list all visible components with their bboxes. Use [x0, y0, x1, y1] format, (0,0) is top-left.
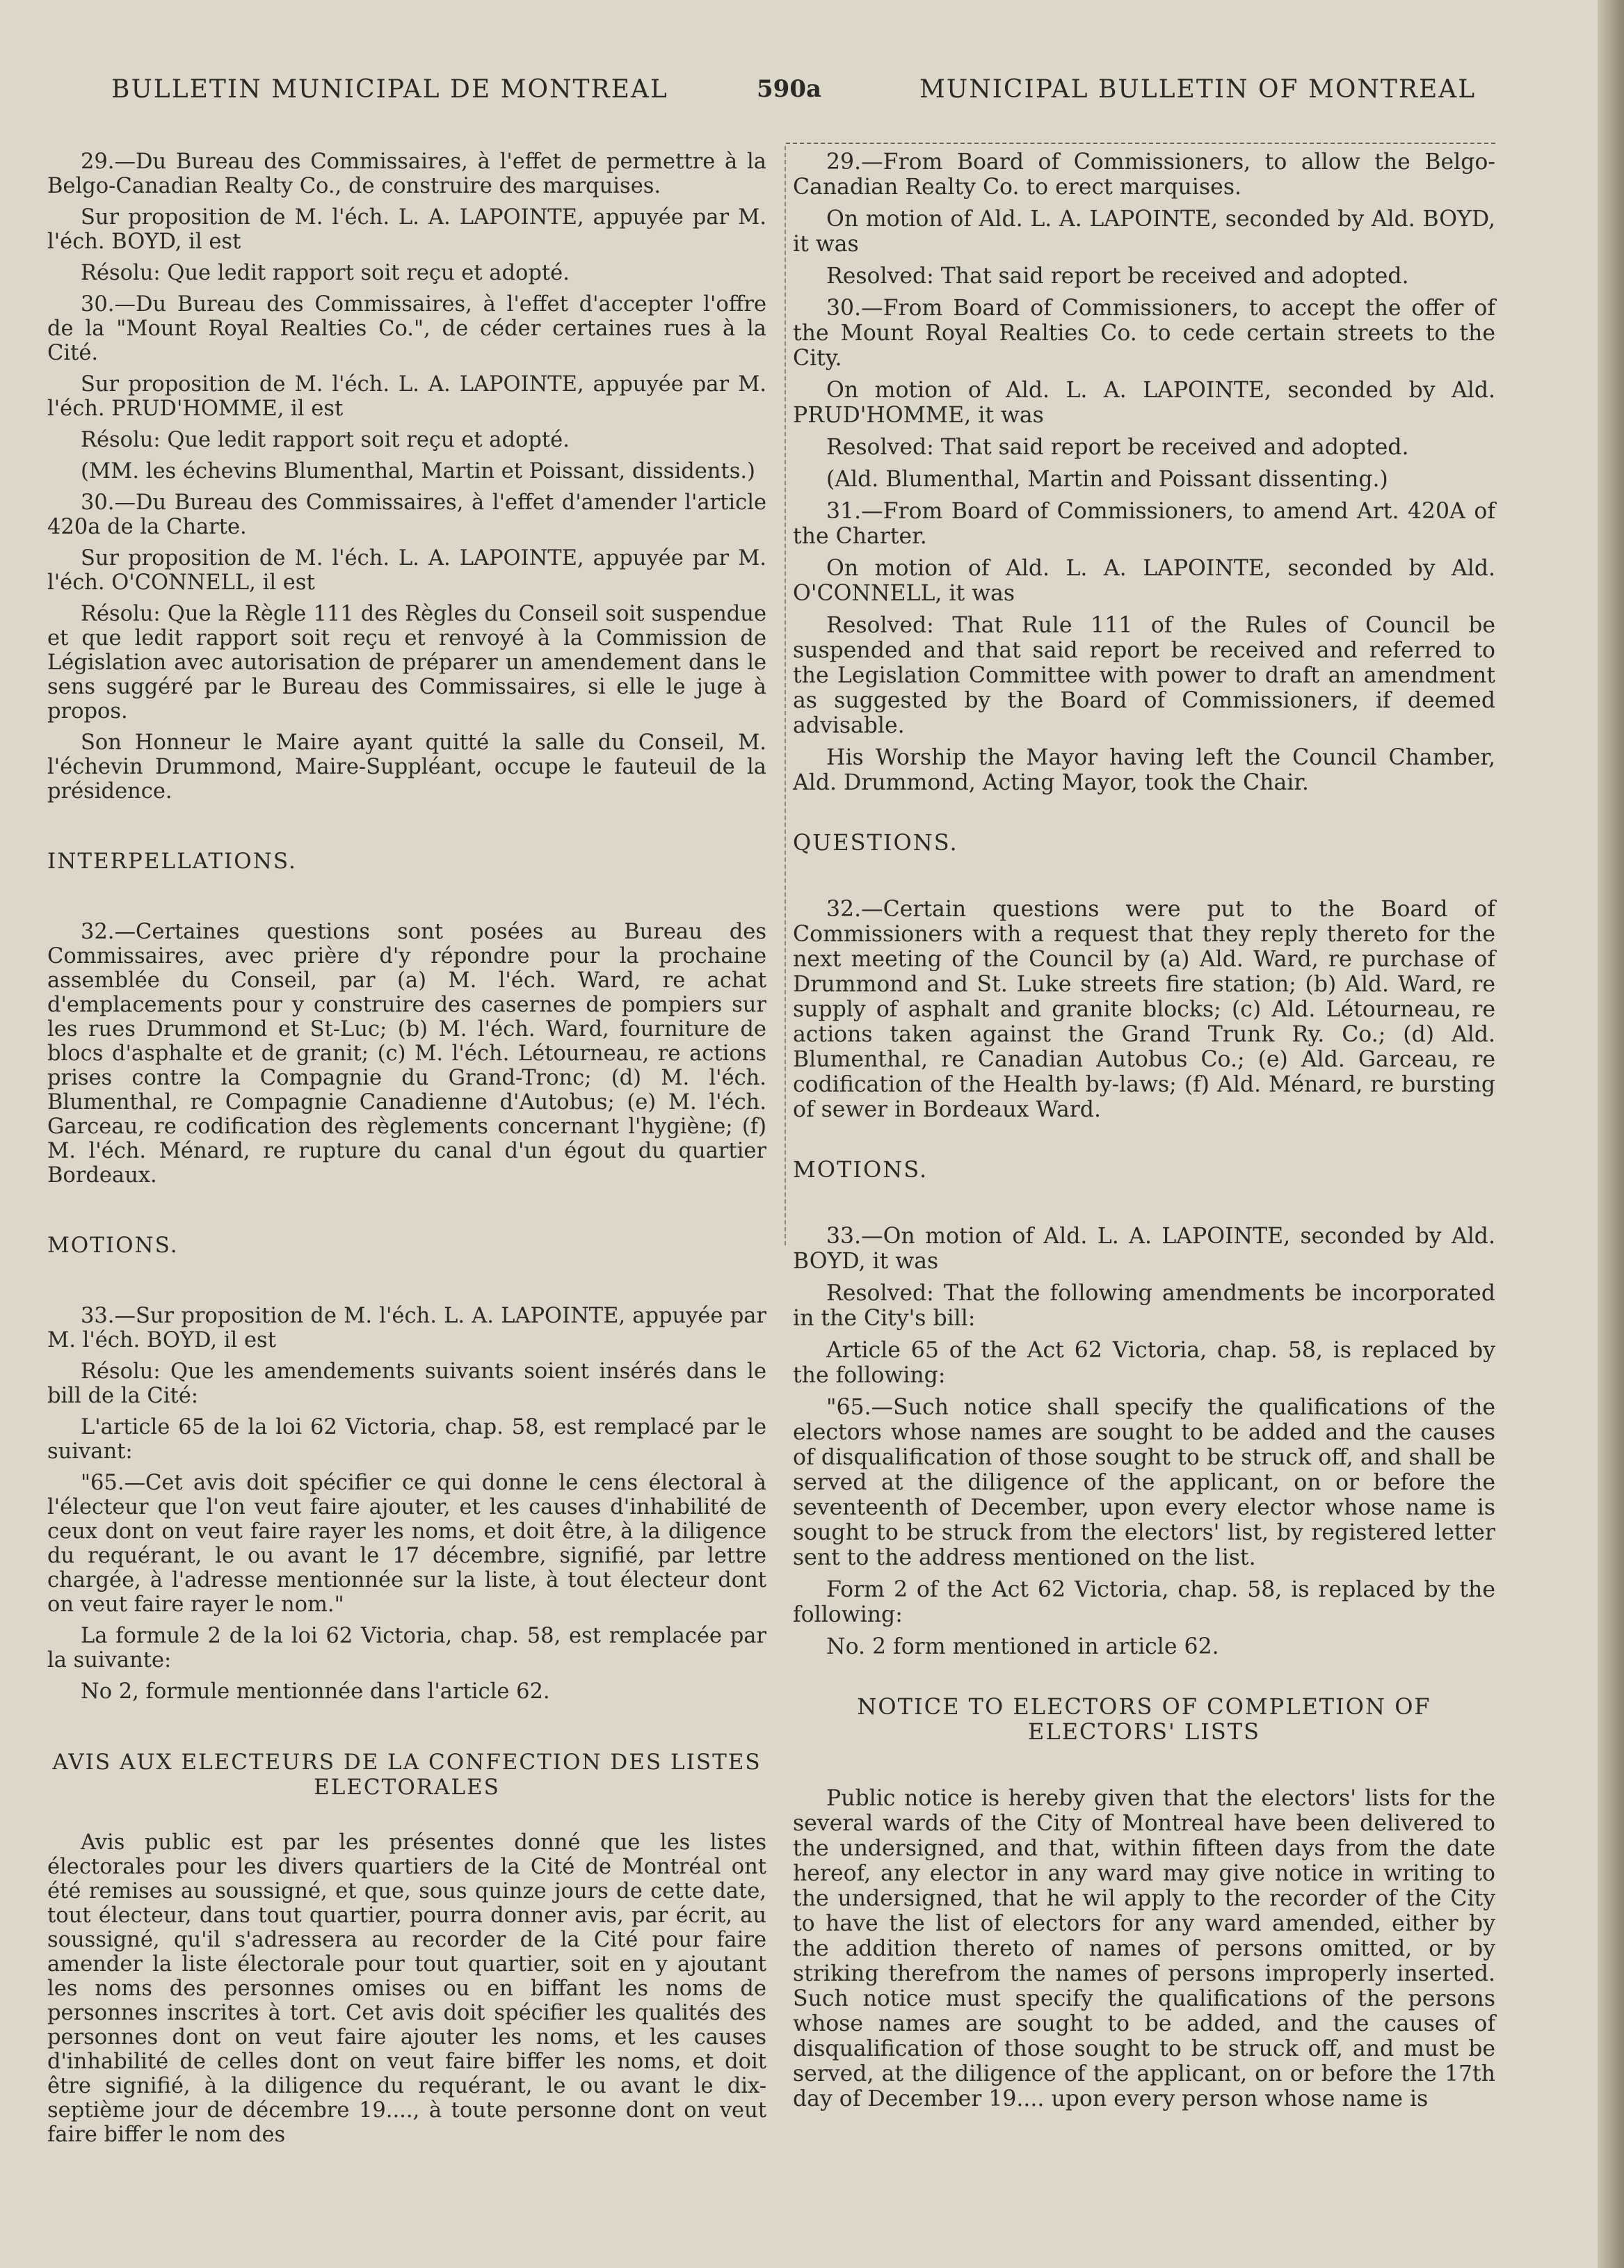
french-column — [47, 150, 766, 2154]
page-number: 590a — [757, 75, 822, 103]
item-30a-motion: Sur proposition de M. l'éch. L. A. LAPOINTE, appuyée par M. l'éch. PRUD'HOMME, il est — [47, 372, 766, 421]
item-33-no2: No 2, formule mentionnée dans l'article 62. — [81, 1679, 550, 1704]
heading-notice-electors: NOTICE TO ELECTORS OF COMPLETION OF ELECTORS' LISTS — [857, 1693, 1431, 1745]
item-30-report-en: 30.—From Board of Commissioners, to accept the offer of the Mount Royal Realties Co. to cede certain streets to the City. — [793, 296, 1495, 371]
avis-paragraph: Avis public est par les présentes donné que les listes électorales pour les divers quartiers de la Cité de Montréal ont été remises au soussigné, et que, sous quinze jours de cette date, tout électeur, dans tout quartier, pourra donner avis, par écrit, au soussigné, qu'il s'adressera au recorder de la Cité pour faire amender la liste électorale pour tout quartier, soit en y ajoutant les noms des personnes omises ou en biffant les noms de personnes inscrites à tort. Cet avis doit spécifier les qualités des personnes dont on veut faire ajouter les noms, et les causes d'inhabilité de celles dont on veut faire biffer les noms, et doit être signifié, à la diligence du requérant, le ou avant le dix-septième jour de décembre 19...., à toute personne dont on veut faire biffer le nom des — [47, 1830, 766, 2147]
header-title-french: BULLETIN MUNICIPAL DE MONTREAL — [111, 75, 668, 104]
notice-paragraph: Public notice is hereby given that the electors' lists for the several wards of the City of Montreal have been delivered to the undersigned, and that, within fifteen days from the date hereof, any elector in any ward may give notice in writing to the undersigned, that he wil apply to the recorder of the City to have the list of electors for any ward amended, either by the addition thereto of names of persons omitted, or by striking therefrom the names of persons improperly inserted. Such notice must specify the qualifications of the persons whose names are sought to be added, and the causes of disqualification of those sought to be struck off, and must be served, at the diligence of the applicant, on or before the 17th day of December 19.... upon every person whose name is — [793, 1786, 1495, 2111]
heading-motions-en: MOTIONS. — [793, 1156, 928, 1183]
mayor-paragraph-en: His Worship the Mayor having left the Council Chamber, Ald. Drummond, Acting Mayor, took the Chair. — [793, 745, 1495, 795]
item-31-resolved-en: Resolved: That Rule 111 of the Rules of Council be suspended and that said report be received and referred to the Legislation Committee with power to draft an amendment as suggested by the Board of Commissioners, if deemed advisable. — [793, 613, 1495, 738]
item-29-resolution: Résolu: Que ledit rapport soit reçu et adopté. — [81, 261, 570, 285]
item-29-motion: Sur proposition de M. l'éch. L. A. LAPOINTE, appuyée par M. l'éch. BOYD, il est — [47, 205, 766, 254]
item-31-report-en: 31.—From Board of Commissioners, to amend Art. 420A of the Charter. — [793, 499, 1495, 549]
column-divider — [785, 146, 786, 1245]
item-33-no2-en: No. 2 form mentioned in article 62. — [826, 1634, 1219, 1659]
item-30a-dissent: (MM. les échevins Blumenthal, Martin et Poissant, dissidents.) — [81, 459, 755, 484]
item-29-resolved-en: Resolved: That said report be received and adopted. — [826, 264, 1409, 289]
mayor-paragraph: Son Honneur le Maire ayant quitté la salle du Conseil, M. l'échevin Drummond, Maire-Suppléant, occupe le fauteuil de la présidence. — [47, 730, 766, 804]
item-30-dissent-en: (Ald. Blumenthal, Martin and Poissant dissenting.) — [826, 467, 1388, 492]
item-29-report-en: 29.—From Board of Commissioners, to allow the Belgo-Canadian Realty Co. to erect marquises. — [793, 150, 1495, 200]
item-33-quote: "65.—Cet avis doit spécifier ce qui donne le cens électoral à l'électeur que l'on veut faire ajouter, et les causes d'inhabilité de ceux dont on veut faire rayer les noms, et doit être, à la diligence du requérant, le ou avant le 17 décembre, signifié, par lettre chargée, à l'adresse mentionnée sur la liste, à tout électeur dont on veut faire rayer le nom." — [47, 1471, 766, 1617]
item-33-motion-en: 33.—On motion of Ald. L. A. LAPOINTE, seconded by Ald. BOYD, it was — [793, 1224, 1495, 1274]
item-33-resolved-en: Resolved: That the following amendments be incorporated in the City's bill: — [793, 1281, 1495, 1331]
item-30b-resolution: Résolu: Que la Règle 111 des Règles du Conseil soit suspendue et que ledit rapport soit reçu et renvoyé à la Commission de Législation avec autorisation de préparer un amendement dans le sens suggéré par le Bureau des Commissaires, si elle le juge à propos. — [47, 602, 766, 724]
heading-questions: QUESTIONS. — [793, 829, 958, 856]
item-30b-motion: Sur proposition de M. l'éch. L. A. LAPOINTE, appuyée par M. l'éch. O'CONNELL, il est — [47, 546, 766, 595]
header-rule — [786, 143, 1495, 144]
item-29-motion-en: On motion of Ald. L. A. LAPOINTE, seconded by Ald. BOYD, it was — [793, 207, 1495, 257]
item-33-resolution: Résolu: Que les amendements suivants soient insérés dans le bill de la Cité: — [47, 1359, 766, 1408]
item-31-motion-en: On motion of Ald. L. A. LAPOINTE, seconded by Ald. O'CONNELL, it was — [793, 556, 1495, 606]
heading-interpellations: INTERPELLATIONS. — [47, 849, 297, 874]
binding-edge — [1598, 0, 1624, 2268]
item-29-report: 29.—Du Bureau des Commissaires, à l'effet de permettre à la Belgo-Canadian Realty Co., de construire des marquises. — [47, 150, 766, 198]
item-33-motion: 33.—Sur proposition de M. l'éch. L. A. LAPOINTE, appuyée par M. l'éch. BOYD, il est — [47, 1304, 766, 1352]
item-30a-resolution: Résolu: Que ledit rapport soit reçu et adopté. — [81, 428, 570, 452]
page-header — [0, 75, 1593, 117]
item-30-motion-en: On motion of Ald. L. A. LAPOINTE, seconded by Ald. PRUD'HOMME, it was — [793, 378, 1495, 428]
item-30b-report: 30.—Du Bureau des Commissaires, à l'effet d'amender l'article 420a de la Charte. — [47, 490, 766, 539]
heading-motions: MOTIONS. — [47, 1233, 179, 1258]
item-33-article-en: Article 65 of the Act 62 Victoria, chap. 58, is replaced by the following: — [793, 1338, 1495, 1388]
heading-avis-electeurs: AVIS AUX ELECTEURS DE LA CONFECTION DES LISTES ELECTORALES — [52, 1750, 762, 1800]
item-32-questions: 32.—Certaines questions sont posées au Bureau des Commissaires, avec prière d'y répondre pour la prochaine assemblée du Conseil, par (a) M. l'éch. Ward, re achat d'emplacements pour y construire des casernes de pompiers sur les rues Drummond et St-Luc; (b) M. l'éch. Ward, fourniture de blocs d'asphalte et de granit; (c) M. l'éch. Létourneau, re actions prises contre la Compagnie du Grand-Tronc; (d) M. l'éch. Blumenthal, re Compagnie Canadienne d'Autobus; (e) M. l'éch. Garceau, re codification des règlements concernant l'hygiène; (f) M. l'éch. Ménard, re rupture du canal d'un égout du quartier Bordeaux. — [47, 920, 766, 1188]
header-title-english: MUNICIPAL BULLETIN OF MONTREAL — [919, 75, 1477, 104]
item-30-resolved-en: Resolved: That said report be received and adopted. — [826, 435, 1409, 460]
item-33-formule: La formule 2 de la loi 62 Victoria, chap. 58, est remplacée par la suivante: — [47, 1624, 766, 1672]
item-33-article: L'article 65 de la loi 62 Victoria, chap. 58, est remplacé par le suivant: — [47, 1415, 766, 1464]
item-33-form-en: Form 2 of the Act 62 Victoria, chap. 58, is replaced by the following: — [793, 1577, 1495, 1627]
item-32-questions-en: 32.—Certain questions were put to the Board of Commissioners with a request that they reply thereto for the next meeting of the Council by (a) Ald. Ward, re purchase of Drummond and St. Luke streets fire station; (b) Ald. Ward, re supply of asphalt and granite blocks; (c) Ald. Létourneau, re actions taken against the Grand Trunk Ry. Co.; (d) Ald. Blumenthal, re Canadian Autobus Co.; (e) Ald. Garceau, re codification of the Health by-laws; (f) Ald. Ménard, re bursting of sewer in Bordeaux Ward. — [793, 897, 1495, 1122]
english-column — [793, 150, 1495, 2118]
item-30a-report: 30.—Du Bureau des Commissaires, à l'effet d'accepter l'offre de la "Mount Royal Realties Co.", de céder certaines rues à la Cité. — [47, 292, 766, 365]
item-33-quote-en: "65.—Such notice shall specify the qualifications of the electors whose names are sought to be added and the causes of disqualification of those sought to be struck off, and shall be served at the diligence of the applicant, on or before the seventeenth of December, upon every elector whose name is sought to be struck from the electors' list, by registered letter sent to the address mentioned on the list. — [793, 1395, 1495, 1570]
